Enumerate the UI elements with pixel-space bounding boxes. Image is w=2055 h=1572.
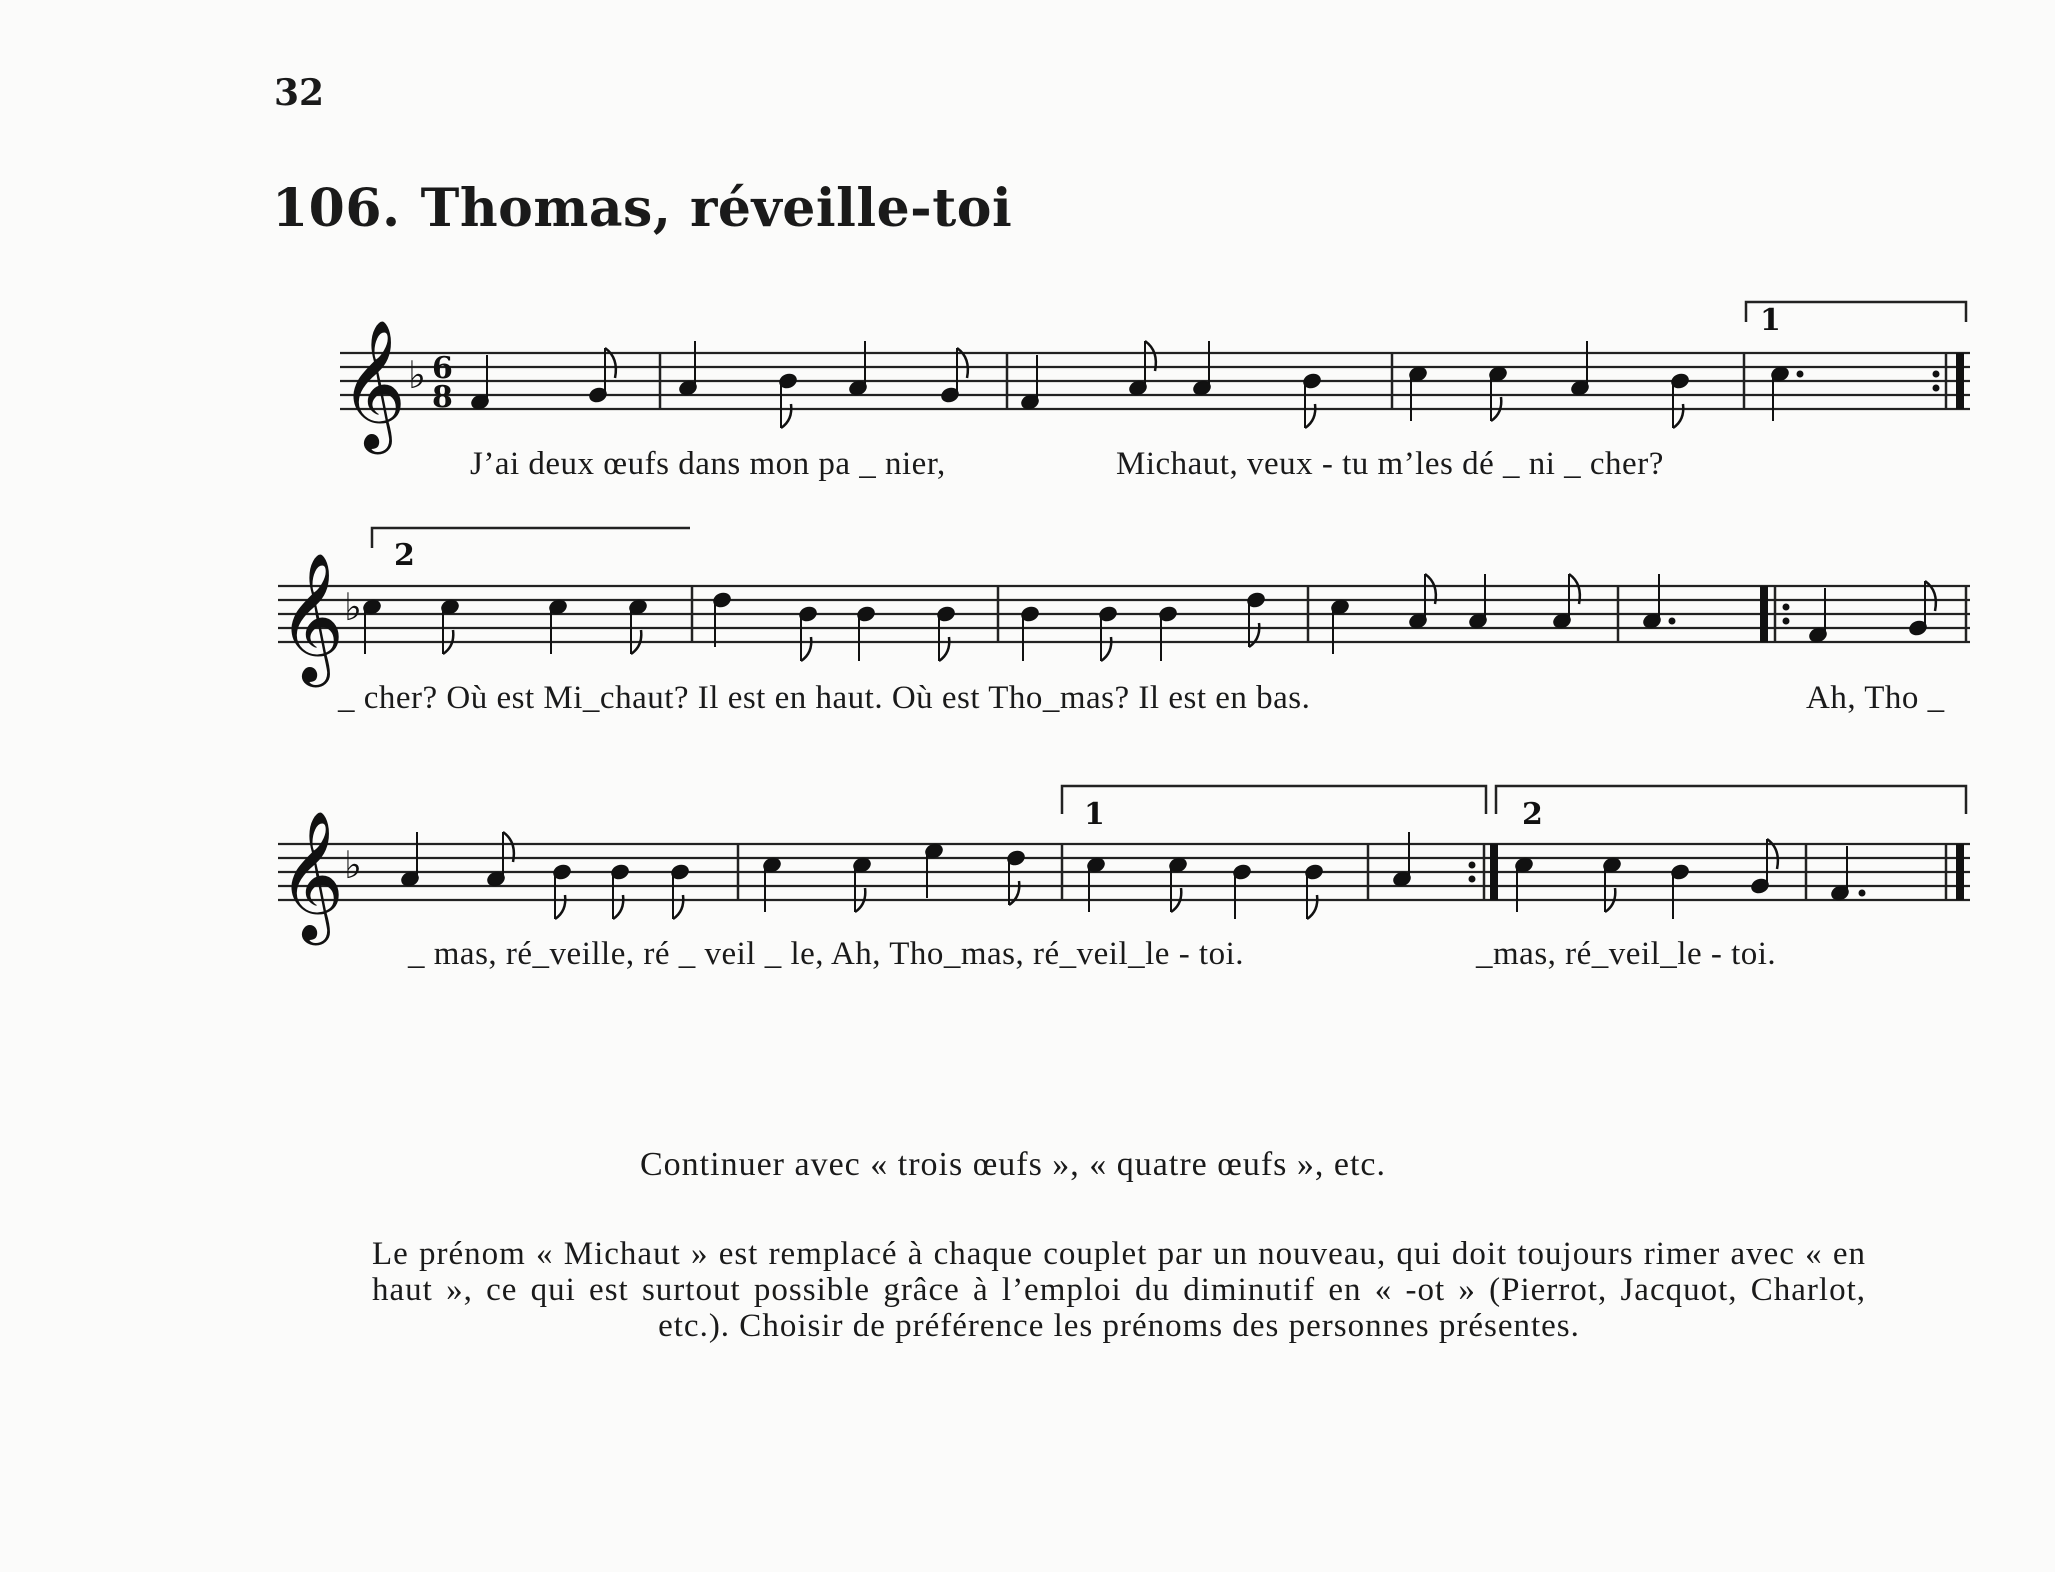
staff-system-3 (278, 786, 1970, 946)
volta-bracket-3 (1062, 786, 1486, 814)
lyrics-line: _mas, ré_veil_le - toi. (1476, 936, 1777, 972)
staff-lines-3 (278, 844, 1970, 900)
lyrics-line: _ cher? Où est Mi_chaut? Il est en haut. Où est Tho_mas? Il est en bas. (338, 680, 1311, 716)
flat-sign-icon: ♭ (344, 843, 362, 887)
treble-clef-icon: 𝄞 (278, 552, 345, 682)
lyrics-line: J’ai deux œufs dans mon pa _ nier, (470, 446, 946, 482)
continuation-note: Continuer avec « trois œufs », « quatre œufs », etc. (640, 1146, 1386, 1183)
staff-lines-2 (278, 586, 1970, 642)
treble-clef-icon: 𝄞 (278, 810, 345, 940)
staff-system-1 (340, 302, 1970, 455)
time-sig-top: 6 (432, 351, 453, 386)
staff-system-2 (278, 528, 1970, 688)
lyrics-line: _ mas, ré_veille, ré _ veil _ le, Ah, Tho_mas, ré_veil_le - toi. (408, 936, 1245, 972)
repeat-dot (1933, 385, 1940, 392)
repeat-dot (1783, 618, 1790, 625)
song-number: 106. (272, 178, 401, 239)
volta-bracket-4 (1496, 786, 1966, 814)
volta-number: 1 (1760, 303, 1781, 338)
end-repeat-thick-bar (1490, 844, 1498, 900)
page-number: 32 (274, 72, 325, 114)
time-sig-bottom: 8 (432, 380, 453, 415)
repeat-dot (1783, 604, 1790, 611)
start-repeat-thick-bar (1760, 586, 1768, 642)
flat-sign-icon: ♭ (408, 353, 426, 397)
repeat-dot (1933, 371, 1940, 378)
repeat-dot (1469, 876, 1476, 883)
treble-clef-icon: 𝄞 (340, 319, 407, 449)
volta-number: 1 (1084, 797, 1105, 832)
volta-number: 2 (1522, 797, 1543, 832)
lyrics-line: Michaut, veux - tu m’les dé _ ni _ cher? (1116, 446, 1664, 482)
final-thick-bar-3 (1956, 844, 1964, 900)
flat-sign-icon: ♭ (344, 585, 362, 629)
lyrics-line: Ah, Tho _ (1806, 680, 1945, 716)
explanation-paragraph: Le prénom « Michaut » est remplacé à chaque couplet par un nouveau, qui doit toujours rimer avec « en haut », ce qui est surtout possible grâce à l’emploi du diminutif en « -ot » (Pierrot, Jacquot, Charlot, etc.). Choisir de préférence les prénoms des personnes présentes. (372, 1236, 1866, 1344)
song-title-text: Thomas, réveille-toi (420, 178, 1013, 239)
final-thick-bar-1 (1956, 353, 1964, 409)
repeat-dot (1469, 862, 1476, 869)
volta-number: 2 (394, 538, 415, 573)
volta-bracket-2 (372, 528, 690, 548)
